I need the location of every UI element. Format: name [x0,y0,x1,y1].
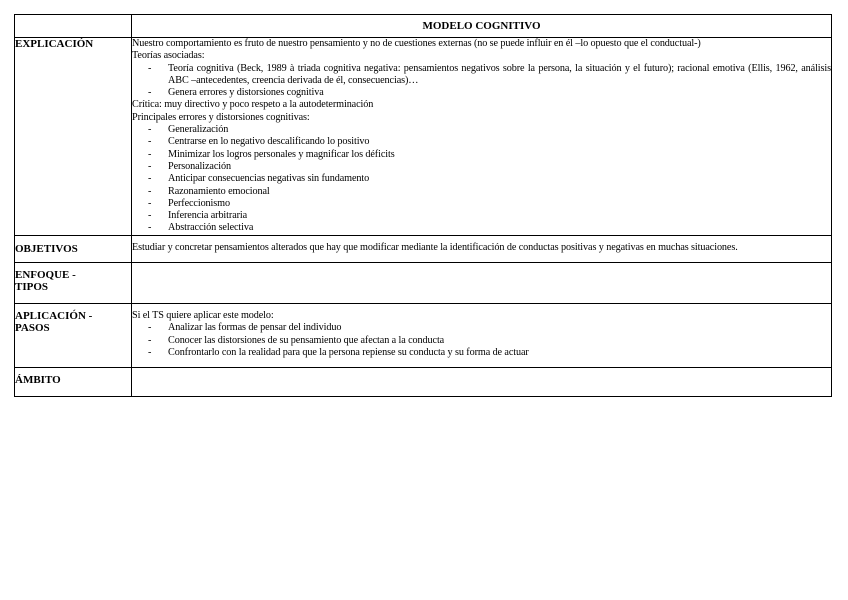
critica-text: Crítica: muy directivo y poco respeto a la autodeterminación [132,99,374,111]
content-explicacion [132,38,832,236]
label-aplicacion [15,304,132,368]
header-blank-cell [15,15,132,38]
label-ambito: ÁMBITO [15,368,132,397]
pasos-list [132,322,831,359]
errores-heading: Principales errores y distorsiones cognitivas: [132,111,310,123]
errores-list [132,124,831,235]
row-aplicacion [15,304,832,368]
table-title: MODELO COGNITIVO [132,15,832,38]
list-item: - Conocer las distorsiones de su pensamiento que afectan a la conducta [132,335,831,347]
list-item: - Centrarse en lo negativo descalificando lo positivo [132,136,831,148]
content-objetivos: Estudiar y concretar pensamientos alterados que hay que modificar mediante la identificación de conductas positivas y negativas en muchas situaciones. [132,235,832,262]
label-explicacion: EXPLICACIÓN [15,38,132,236]
row-objetivos [15,235,832,262]
content-aplicacion [132,304,832,368]
list-item: - Anticipar consecuencias negativas sin fundamento [132,173,831,185]
list-item: - Confrontarlo con la realidad para que la persona repiense su conducta y su forma de actuar [132,347,831,359]
content-enfoque [132,263,832,304]
row-enfoque [15,263,832,304]
row-ambito [15,368,832,397]
label-enfoque [15,263,132,304]
explicacion-intro: Nuestro comportamiento es fruto de nuestro pensamiento y no de cuestiones externas (no se puede influir en él –lo opuesto que el conductual-) [132,38,701,49]
modelo-table [14,14,832,397]
teorias-heading: Teorías asociadas: [132,50,205,62]
label-aplicacion-line1: APLICACIÓN - [15,310,93,323]
label-aplicacion-line2: PASOS [15,322,50,335]
list-item: - Perfeccionismo [132,198,831,210]
label-enfoque-line2: TIPOS [15,281,49,294]
content-ambito [132,368,832,397]
teorias-list [132,63,831,100]
list-item: - Generalización [132,124,831,136]
list-item: - Abstracción selectiva [132,222,831,234]
label-enfoque-line1: ENFOQUE - [15,269,76,282]
list-item: - Razonamiento emocional [132,186,831,198]
list-item: - Personalización [132,161,831,173]
label-objetivos: OBJETIVOS [15,235,132,262]
list-item: - Inferencia arbitraria [132,210,831,222]
header-row [15,15,832,38]
row-explicacion [15,38,832,236]
aplicacion-intro: Si el TS quiere aplicar este modelo: [132,310,274,322]
list-item: - Teoría cognitiva (Beck, 1989 à triada cognitiva negativa: pensamientos negativos sobre la persona, la situación y el futuro); racional emotiva (Ellis, 1962, análisis ABC –antecedentes, creencia derivada de él, consecuencias)… [132,63,831,88]
list-item: - Minimizar los logros personales y magnificar los déficits [132,149,831,161]
list-item: - Analizar las formas de pensar del individuo [132,322,831,334]
list-item: - Genera errores y distorsiones cognitiva [132,87,831,99]
